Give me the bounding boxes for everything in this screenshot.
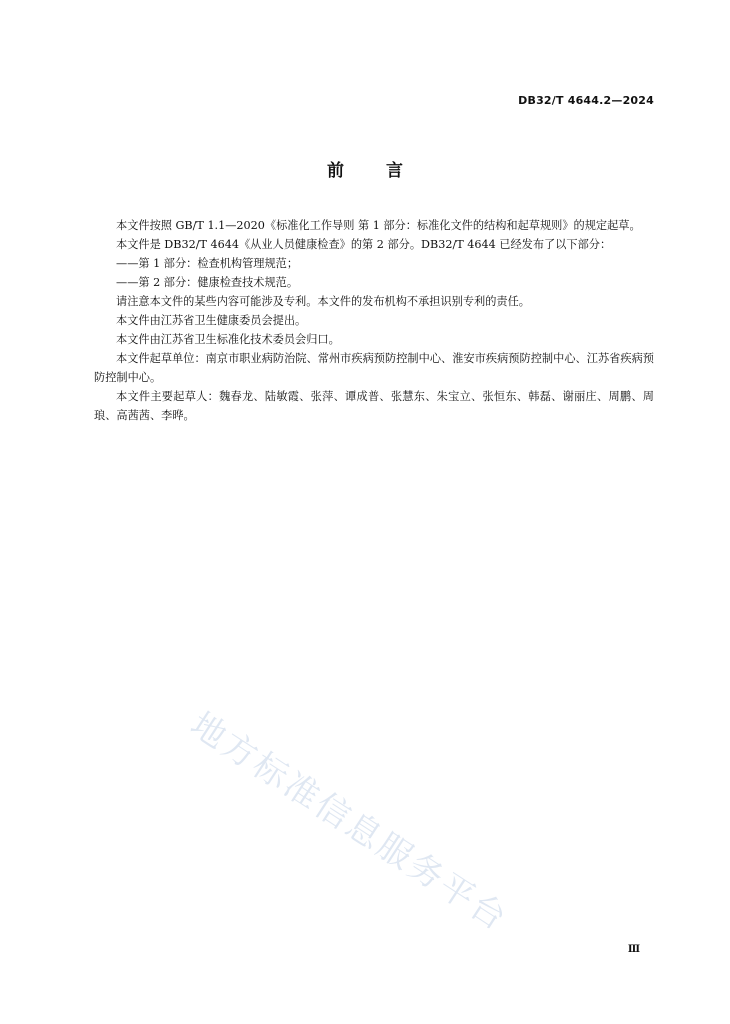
document-code: DB32/T 4644.2—2024 (518, 94, 654, 107)
watermark: 地方标准信息服务平台 (183, 704, 516, 940)
foreword-body (94, 216, 654, 425)
paragraph-centralized-by: 本文件由江苏省卫生标准化技术委员会归口。 (116, 333, 340, 346)
paragraph-drafters: 本文件主要起草人：魏春龙、陆敏霞、张萍、谭成普、张慧东、朱宝立、张恒东、韩磊、谢丽庄、周鹏、周琅、高茜茜、李晔。 (94, 390, 654, 422)
list-item-part-2: ——第 2 部分：健康检查技术规范。 (116, 276, 299, 289)
paragraph-part-info: 本文件是 DB32/T 4644《从业人员健康检查》的第 2 部分。DB32/T 4644 已经发布了以下部分： (116, 238, 612, 251)
paragraph-drafting-rules: 本文件按照 GB/T 1.1—2020《标准化工作导则 第 1 部分：标准化文件的结构和起草规则》的规定起草。 (116, 219, 641, 232)
page-number: Ⅲ (627, 944, 640, 955)
paragraph-proposed-by: 本文件由江苏省卫生健康委员会提出。 (116, 314, 307, 327)
paragraph-drafting-units: 本文件起草单位：南京市职业病防治院、常州市疾病预防控制中心、淮安市疾病预防控制中心、江苏省疾病预防控制中心。 (94, 352, 654, 384)
page-title: 前 言 (327, 161, 403, 181)
list-item-part-1: ——第 1 部分：检查机构管理规范； (116, 257, 299, 270)
paragraph-patent-notice: 请注意本文件的某些内容可能涉及专利。本文件的发布机构不承担识别专利的责任。 (116, 295, 530, 308)
